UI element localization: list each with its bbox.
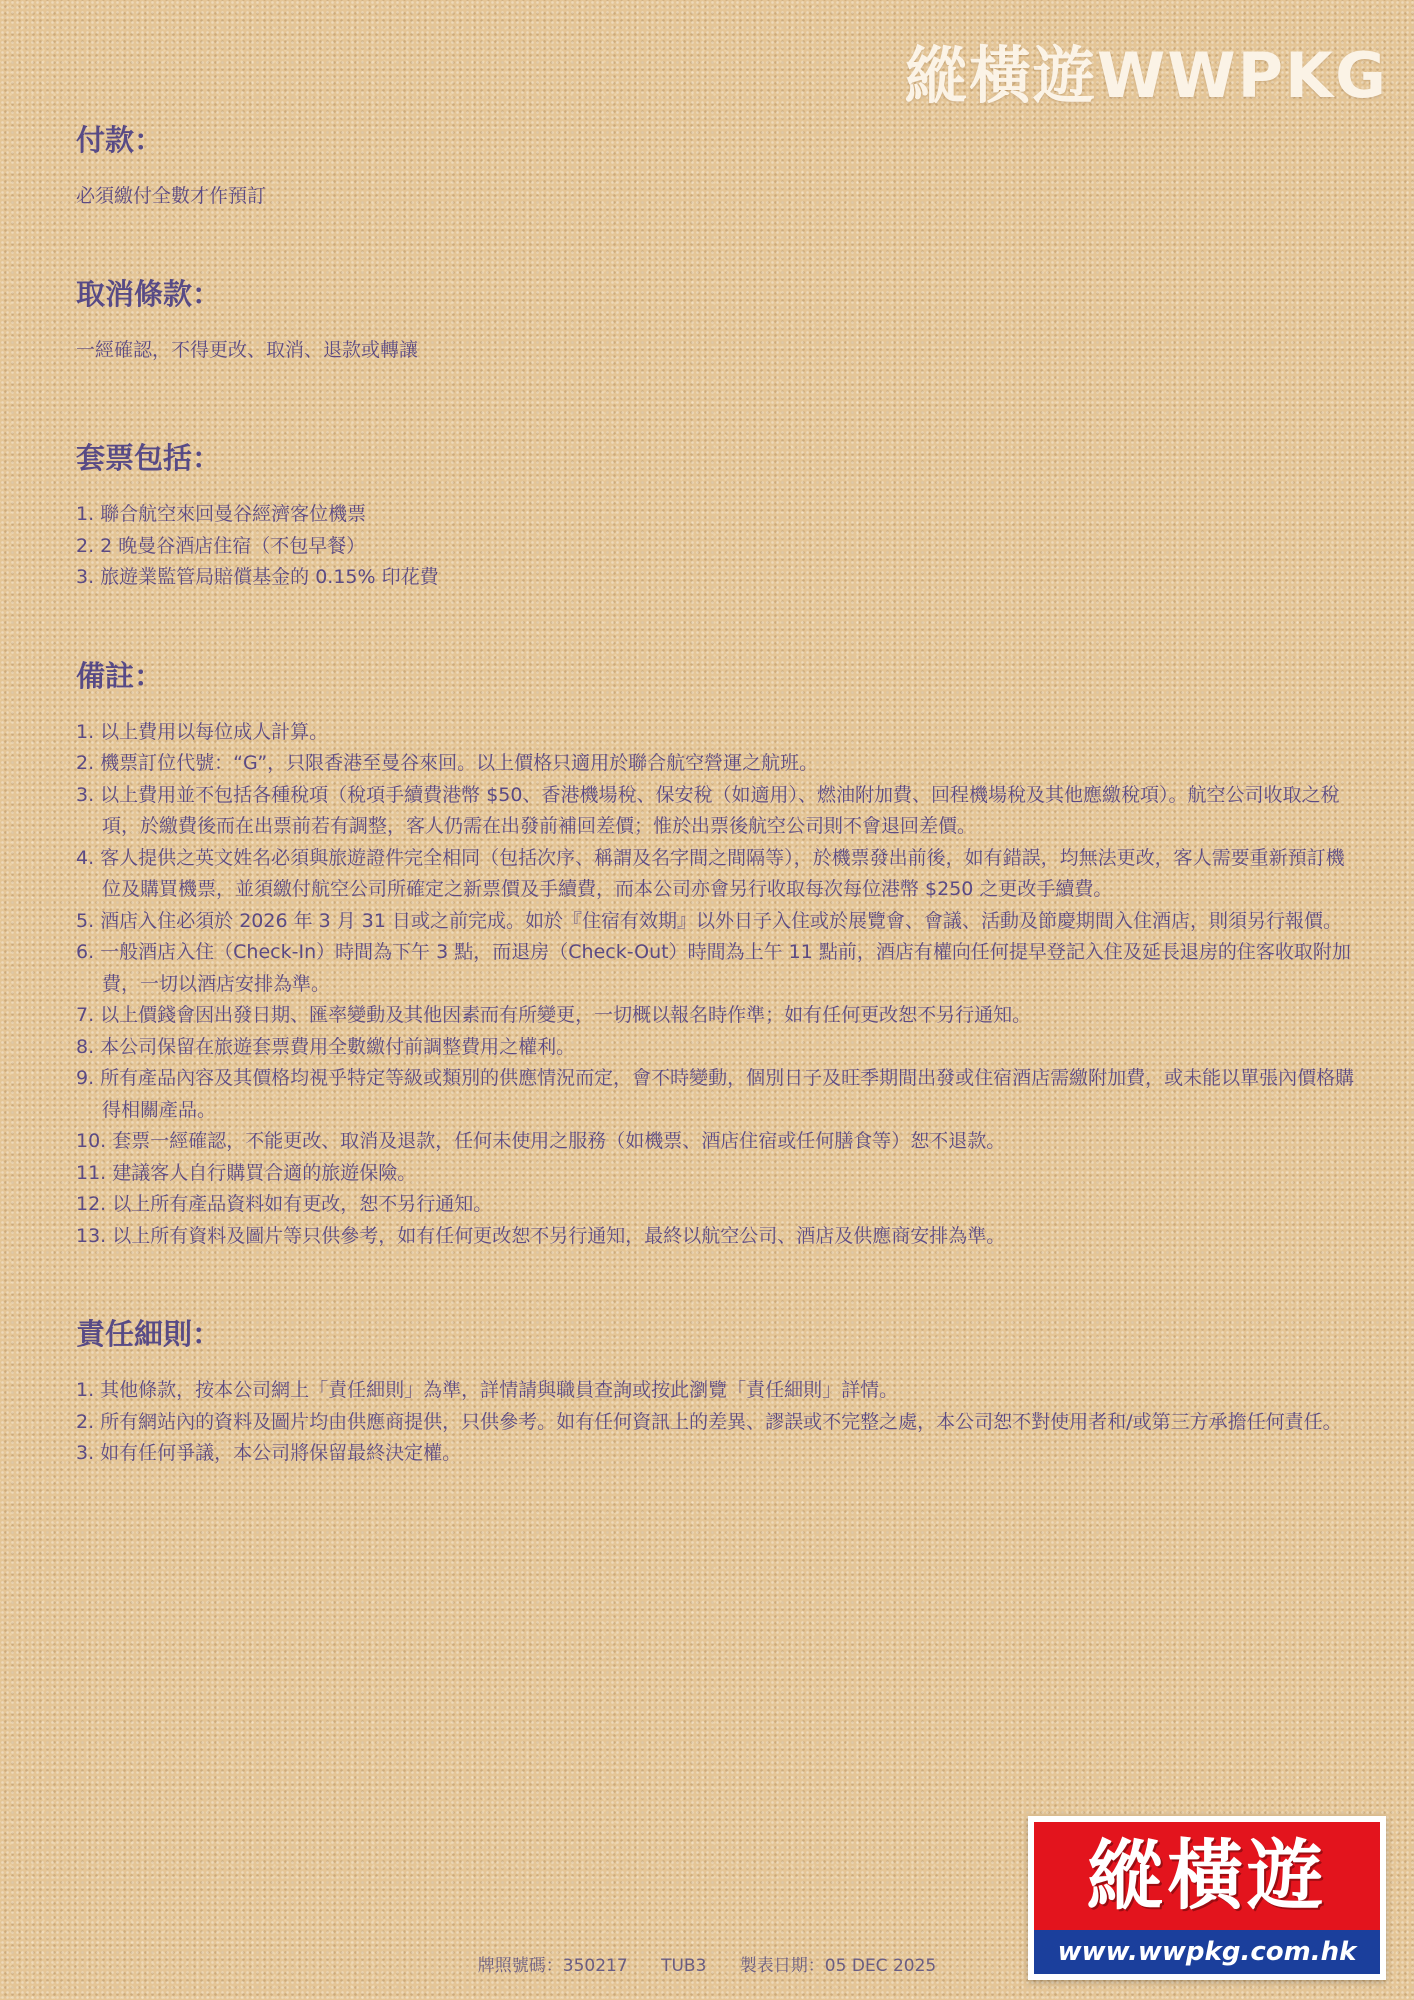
license-number: 牌照號碼：350217 bbox=[477, 1956, 628, 1976]
remarks-list bbox=[76, 717, 1356, 1253]
list-item: 10. 套票一經確認，不能更改、取消及退款，任何未使用之服務（如機票、酒店住宿或任何膳食等）恕不退款。 bbox=[76, 1130, 1006, 1152]
remarks-title: 備註： bbox=[76, 658, 164, 693]
badge-name: 縱橫遊 bbox=[1034, 1822, 1380, 1930]
list-item: 1. 以上費用以每位成人計算。 bbox=[76, 720, 329, 743]
list-item: 11. 建議客人自行購買合適的旅遊保險。 bbox=[76, 1161, 417, 1184]
list-item: 2. 2 晚曼谷酒店住宿（不包早餐） bbox=[76, 534, 366, 557]
list-item: 7. 以上價錢會因出發日期、匯率變動及其他因素而有所變更，一切概以報名時作準；如有任何更改恕不另行通知。 bbox=[76, 1004, 1032, 1026]
list-item: 6. 一般酒店入住（Check-In）時間為下午 3 點，而退房（Check-Out）時間為上午 11 點前，酒店有權向任何提早登記入住及延長退房的住客收取附加費，一切以酒店安排為準。 bbox=[76, 941, 1351, 995]
list-item: 5. 酒店入住必須於 2026 年 3 月 31 日或之前完成。如於『住宿有效期』以外日子入住或於展覽會、會議、活動及節慶期間入住酒店，則須另行報價。 bbox=[76, 909, 1343, 932]
list-item: 13. 以上所有資料及圖片等只供參考，如有任何更改恕不另行通知，最終以航空公司、酒店及供應商安排為準。 bbox=[76, 1224, 1006, 1247]
terms-content bbox=[76, 118, 1356, 1470]
package-section bbox=[76, 436, 1356, 594]
list-item[interactable]: 1. 其他條款，按本公司網上「責任細則」為準，詳情請與職員查詢或按此瀏覽「責任細則」詳情。 bbox=[76, 1379, 899, 1401]
list-item: 4. 客人提供之英文姓名必須與旅遊證件完全相同（包括次序、稱謂及名字間之間隔等），於機票發出前後，如有錯誤，均無法更改，客人需要重新預訂機位及購買機票，並須繳付航空公司所確定之新票價及手續費，而本公司亦會另行收取每次每位港幣 $250 之更改手續費。 bbox=[76, 846, 1345, 900]
list-item: 2. 所有網站內的資料及圖片均由供應商提供，只供參考。如有任何資訊上的差異、謬誤或不完整之處，本公司恕不對使用者和/或第三方承擔任何責任。 bbox=[76, 1410, 1342, 1433]
payment-section bbox=[76, 118, 1356, 212]
cancel-title: 取消條款： bbox=[76, 277, 222, 311]
badge-url: www.wwpkg.com.hk bbox=[1034, 1930, 1380, 1974]
brand-badge bbox=[1028, 1816, 1386, 1980]
payment-title: 付款： bbox=[76, 123, 164, 157]
list-item: 12. 以上所有產品資料如有更改，恕不另行通知。 bbox=[76, 1193, 493, 1215]
print-date: 製表日期：05 DEC 2025 bbox=[739, 1956, 937, 1976]
list-item: 8. 本公司保留在旅遊套票費用全數繳付前調整費用之權利。 bbox=[76, 1035, 576, 1058]
remarks-section bbox=[76, 654, 1356, 1253]
payment-text: 必須繳付全數才作預訂 bbox=[76, 185, 267, 207]
brand-logo-top: 縱橫遊WWPKG bbox=[904, 39, 1388, 112]
list-item: 3. 以上費用並不包括各種稅項（稅項手續費港幣 $50、香港機場稅、保安稅（如適用）、燃油附加費、回程機場稅及其他應繳稅項）。航空公司收取之稅項，於繳費後而在出票前若有調整，客人仍需在出發前補回差價；惟於出票後航空公司則不會退回差價。 bbox=[76, 783, 1340, 837]
cancel-text: 一經確認，不得更改、取消、退款或轉讓 bbox=[76, 339, 419, 361]
list-item: 9. 所有產品內容及其價格均視乎特定等級或類別的供應情況而定，會不時變動，個別日子及旺季期間出發或住宿酒店需繳附加費，或未能以單張內價格購得相關產品。 bbox=[76, 1067, 1355, 1121]
liability-list bbox=[76, 1375, 1356, 1470]
package-list bbox=[76, 499, 1356, 594]
liability-title: 責任細則： bbox=[76, 1317, 222, 1351]
list-item: 3. 如有任何爭議，本公司將保留最終決定權。 bbox=[76, 1442, 462, 1464]
cancel-section bbox=[76, 272, 1356, 366]
list-item: 3. 旅遊業監管局賠償基金的 0.15% 印花費 bbox=[76, 566, 439, 588]
list-item: 1. 聯合航空來回曼谷經濟客位機票 bbox=[76, 503, 367, 525]
list-item: 2. 機票訂位代號：“G”，只限香港至曼谷來回。以上價格只適用於聯合航空營運之航班。 bbox=[76, 752, 819, 774]
liability-section bbox=[76, 1312, 1356, 1470]
package-title: 套票包括： bbox=[76, 441, 222, 475]
tour-code: TUB3 bbox=[661, 1956, 707, 1976]
